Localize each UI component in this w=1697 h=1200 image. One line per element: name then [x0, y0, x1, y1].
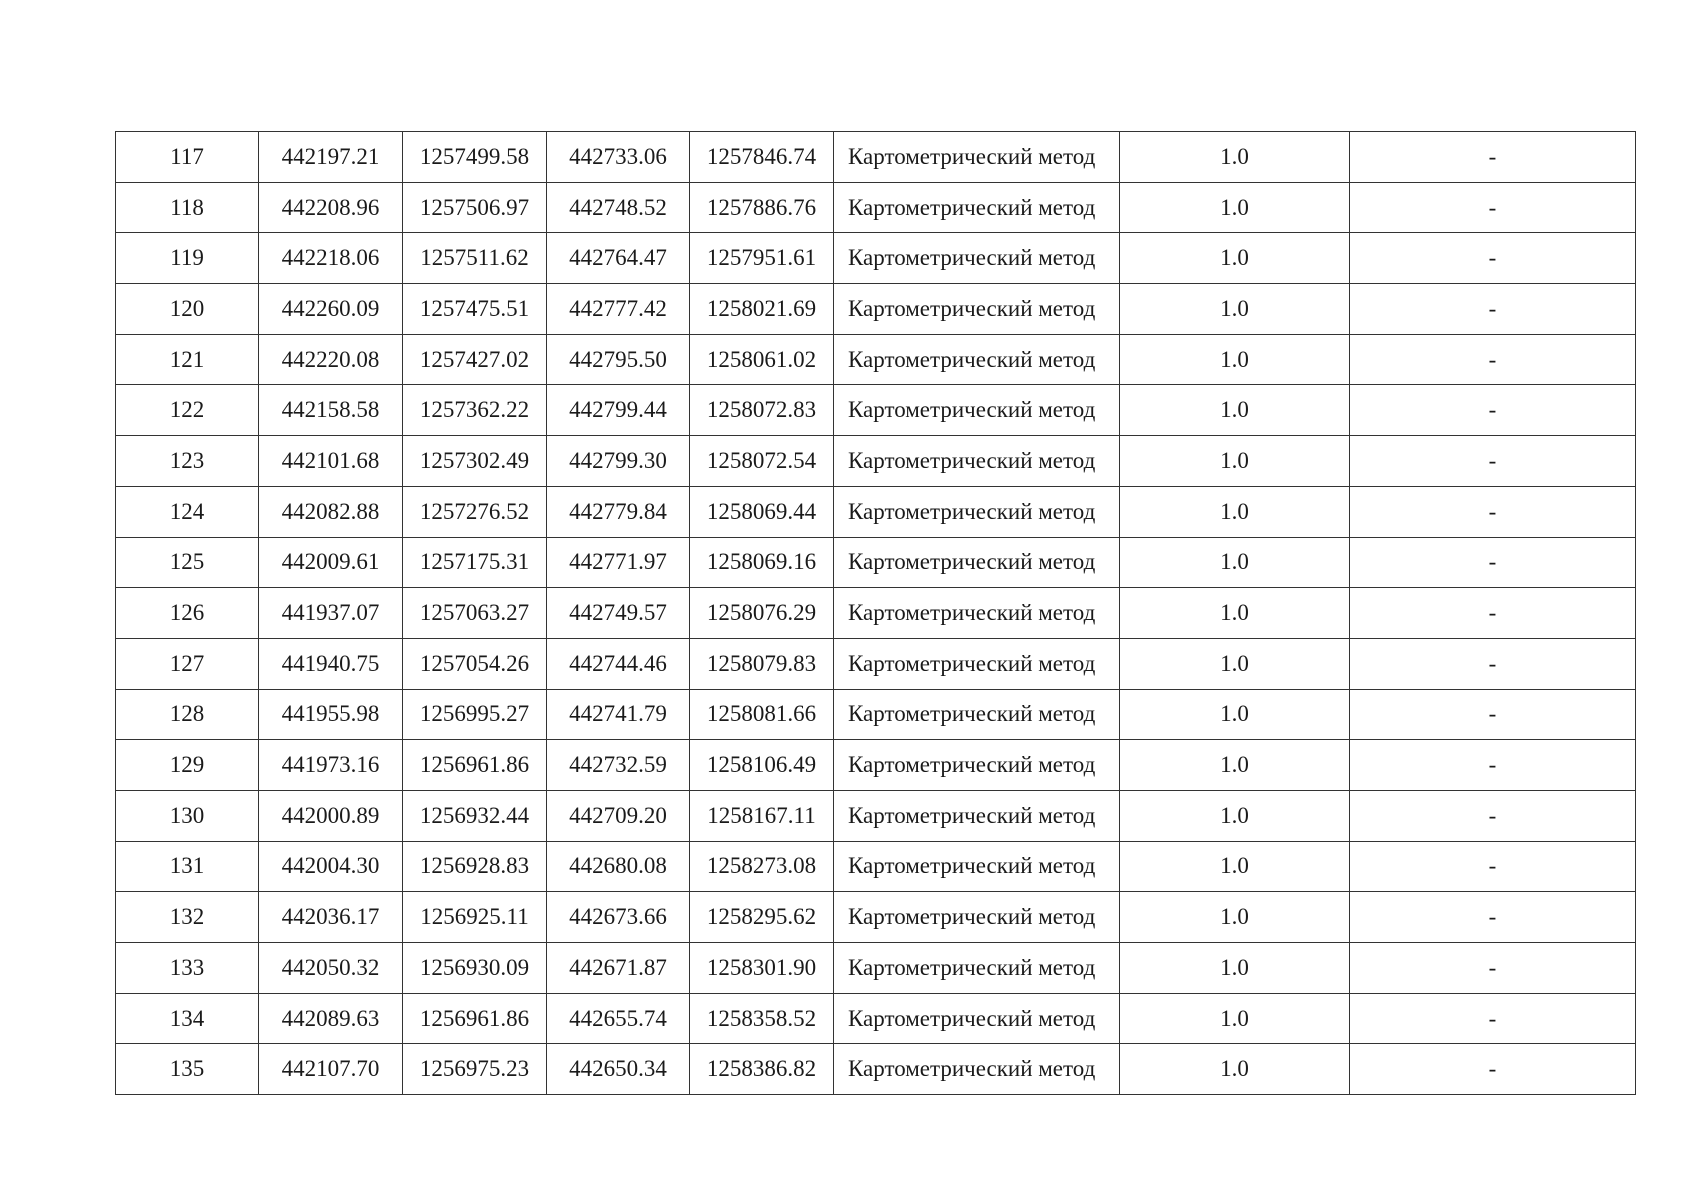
x-existing-cell: 442004.30: [259, 841, 403, 892]
point-number-cell: 135: [116, 1044, 259, 1095]
x-existing-cell: 442158.58: [259, 385, 403, 436]
y-existing-cell: 1257499.58: [403, 132, 547, 183]
x-existing-cell: 442082.88: [259, 486, 403, 537]
x-new-cell: 442744.46: [547, 638, 690, 689]
accuracy-cell: 1.0: [1120, 537, 1350, 588]
x-new-cell: 442673.66: [547, 892, 690, 943]
x-new-cell: 442733.06: [547, 132, 690, 183]
note-cell: -: [1350, 790, 1636, 841]
method-cell: Картометрический метод: [834, 334, 1120, 385]
point-number-cell: 121: [116, 334, 259, 385]
y-existing-cell: 1257427.02: [403, 334, 547, 385]
x-existing-cell: 441937.07: [259, 588, 403, 639]
coordinates-table: [115, 131, 1636, 1095]
point-number-cell: 117: [116, 132, 259, 183]
x-existing-cell: 442036.17: [259, 892, 403, 943]
accuracy-cell: 1.0: [1120, 436, 1350, 487]
accuracy-cell: 1.0: [1120, 993, 1350, 1044]
table-row: [116, 537, 1636, 588]
x-new-cell: 442732.59: [547, 740, 690, 791]
accuracy-cell: 1.0: [1120, 182, 1350, 233]
table-row: [116, 689, 1636, 740]
y-new-cell: 1258295.62: [690, 892, 834, 943]
y-new-cell: 1258167.11: [690, 790, 834, 841]
table-row: [116, 993, 1636, 1044]
table-row: [116, 385, 1636, 436]
x-existing-cell: 442089.63: [259, 993, 403, 1044]
accuracy-cell: 1.0: [1120, 689, 1350, 740]
y-existing-cell: 1257175.31: [403, 537, 547, 588]
table-row: [116, 486, 1636, 537]
y-new-cell: 1258069.16: [690, 537, 834, 588]
point-number-cell: 118: [116, 182, 259, 233]
x-new-cell: 442680.08: [547, 841, 690, 892]
table-body: [116, 132, 1636, 1095]
y-existing-cell: 1256928.83: [403, 841, 547, 892]
y-new-cell: 1258358.52: [690, 993, 834, 1044]
x-existing-cell: 442050.32: [259, 943, 403, 994]
y-existing-cell: 1257362.22: [403, 385, 547, 436]
note-cell: -: [1350, 334, 1636, 385]
table-row: [116, 284, 1636, 335]
table-row: [116, 892, 1636, 943]
table-row: [116, 943, 1636, 994]
y-existing-cell: 1256975.23: [403, 1044, 547, 1095]
y-new-cell: 1258081.66: [690, 689, 834, 740]
accuracy-cell: 1.0: [1120, 334, 1350, 385]
y-existing-cell: 1256961.86: [403, 993, 547, 1044]
note-cell: -: [1350, 436, 1636, 487]
x-new-cell: 442748.52: [547, 182, 690, 233]
accuracy-cell: 1.0: [1120, 486, 1350, 537]
note-cell: -: [1350, 1044, 1636, 1095]
x-new-cell: 442749.57: [547, 588, 690, 639]
note-cell: -: [1350, 993, 1636, 1044]
x-new-cell: 442671.87: [547, 943, 690, 994]
note-cell: -: [1350, 892, 1636, 943]
table-row: [116, 132, 1636, 183]
y-existing-cell: 1257054.26: [403, 638, 547, 689]
accuracy-cell: 1.0: [1120, 841, 1350, 892]
method-cell: Картометрический метод: [834, 588, 1120, 639]
table-row: [116, 436, 1636, 487]
y-new-cell: 1258061.02: [690, 334, 834, 385]
method-cell: Картометрический метод: [834, 790, 1120, 841]
x-existing-cell: 442197.21: [259, 132, 403, 183]
point-number-cell: 122: [116, 385, 259, 436]
note-cell: -: [1350, 740, 1636, 791]
y-existing-cell: 1257276.52: [403, 486, 547, 537]
y-new-cell: 1257886.76: [690, 182, 834, 233]
method-cell: Картометрический метод: [834, 943, 1120, 994]
method-cell: Картометрический метод: [834, 486, 1120, 537]
x-new-cell: 442799.44: [547, 385, 690, 436]
x-new-cell: 442650.34: [547, 1044, 690, 1095]
y-existing-cell: 1257506.97: [403, 182, 547, 233]
method-cell: Картометрический метод: [834, 1044, 1120, 1095]
y-new-cell: 1258079.83: [690, 638, 834, 689]
x-existing-cell: 442260.09: [259, 284, 403, 335]
accuracy-cell: 1.0: [1120, 385, 1350, 436]
accuracy-cell: 1.0: [1120, 132, 1350, 183]
y-new-cell: 1258106.49: [690, 740, 834, 791]
x-existing-cell: 442009.61: [259, 537, 403, 588]
y-existing-cell: 1257475.51: [403, 284, 547, 335]
note-cell: -: [1350, 943, 1636, 994]
y-existing-cell: 1256925.11: [403, 892, 547, 943]
note-cell: -: [1350, 132, 1636, 183]
x-existing-cell: 442101.68: [259, 436, 403, 487]
note-cell: -: [1350, 486, 1636, 537]
note-cell: -: [1350, 841, 1636, 892]
method-cell: Картометрический метод: [834, 993, 1120, 1044]
note-cell: -: [1350, 638, 1636, 689]
x-new-cell: 442799.30: [547, 436, 690, 487]
method-cell: Картометрический метод: [834, 740, 1120, 791]
accuracy-cell: 1.0: [1120, 943, 1350, 994]
x-new-cell: 442764.47: [547, 233, 690, 284]
point-number-cell: 130: [116, 790, 259, 841]
note-cell: -: [1350, 689, 1636, 740]
point-number-cell: 131: [116, 841, 259, 892]
point-number-cell: 125: [116, 537, 259, 588]
accuracy-cell: 1.0: [1120, 740, 1350, 791]
y-existing-cell: 1257063.27: [403, 588, 547, 639]
method-cell: Картометрический метод: [834, 892, 1120, 943]
x-new-cell: 442655.74: [547, 993, 690, 1044]
note-cell: -: [1350, 233, 1636, 284]
note-cell: -: [1350, 537, 1636, 588]
x-existing-cell: 442208.96: [259, 182, 403, 233]
x-existing-cell: 441973.16: [259, 740, 403, 791]
note-cell: -: [1350, 284, 1636, 335]
table-row: [116, 588, 1636, 639]
accuracy-cell: 1.0: [1120, 892, 1350, 943]
x-existing-cell: 442220.08: [259, 334, 403, 385]
method-cell: Картометрический метод: [834, 638, 1120, 689]
table-row: [116, 841, 1636, 892]
method-cell: Картометрический метод: [834, 182, 1120, 233]
point-number-cell: 133: [116, 943, 259, 994]
y-new-cell: 1258072.83: [690, 385, 834, 436]
y-existing-cell: 1257511.62: [403, 233, 547, 284]
point-number-cell: 134: [116, 993, 259, 1044]
point-number-cell: 129: [116, 740, 259, 791]
point-number-cell: 120: [116, 284, 259, 335]
note-cell: -: [1350, 385, 1636, 436]
table-row: [116, 638, 1636, 689]
table-row: [116, 740, 1636, 791]
y-existing-cell: 1256961.86: [403, 740, 547, 791]
method-cell: Картометрический метод: [834, 841, 1120, 892]
method-cell: Картометрический метод: [834, 385, 1120, 436]
y-existing-cell: 1256932.44: [403, 790, 547, 841]
y-new-cell: 1258021.69: [690, 284, 834, 335]
x-existing-cell: 441955.98: [259, 689, 403, 740]
accuracy-cell: 1.0: [1120, 233, 1350, 284]
method-cell: Картометрический метод: [834, 132, 1120, 183]
method-cell: Картометрический метод: [834, 284, 1120, 335]
x-new-cell: 442779.84: [547, 486, 690, 537]
point-number-cell: 132: [116, 892, 259, 943]
x-new-cell: 442795.50: [547, 334, 690, 385]
y-new-cell: 1258072.54: [690, 436, 834, 487]
x-existing-cell: 442218.06: [259, 233, 403, 284]
y-new-cell: 1257951.61: [690, 233, 834, 284]
x-new-cell: 442709.20: [547, 790, 690, 841]
method-cell: Картометрический метод: [834, 689, 1120, 740]
point-number-cell: 126: [116, 588, 259, 639]
accuracy-cell: 1.0: [1120, 638, 1350, 689]
x-new-cell: 442777.42: [547, 284, 690, 335]
x-existing-cell: 442000.89: [259, 790, 403, 841]
accuracy-cell: 1.0: [1120, 1044, 1350, 1095]
table-row: [116, 1044, 1636, 1095]
y-new-cell: 1257846.74: [690, 132, 834, 183]
accuracy-cell: 1.0: [1120, 284, 1350, 335]
x-existing-cell: 441940.75: [259, 638, 403, 689]
point-number-cell: 127: [116, 638, 259, 689]
y-new-cell: 1258301.90: [690, 943, 834, 994]
accuracy-cell: 1.0: [1120, 588, 1350, 639]
point-number-cell: 119: [116, 233, 259, 284]
x-new-cell: 442771.97: [547, 537, 690, 588]
y-new-cell: 1258076.29: [690, 588, 834, 639]
y-existing-cell: 1256930.09: [403, 943, 547, 994]
y-new-cell: 1258069.44: [690, 486, 834, 537]
point-number-cell: 124: [116, 486, 259, 537]
x-existing-cell: 442107.70: [259, 1044, 403, 1095]
accuracy-cell: 1.0: [1120, 790, 1350, 841]
table-row: [116, 182, 1636, 233]
method-cell: Картометрический метод: [834, 233, 1120, 284]
table-row: [116, 790, 1636, 841]
y-existing-cell: 1257302.49: [403, 436, 547, 487]
point-number-cell: 128: [116, 689, 259, 740]
method-cell: Картометрический метод: [834, 436, 1120, 487]
table-row: [116, 233, 1636, 284]
x-new-cell: 442741.79: [547, 689, 690, 740]
point-number-cell: 123: [116, 436, 259, 487]
table-row: [116, 334, 1636, 385]
note-cell: -: [1350, 588, 1636, 639]
y-new-cell: 1258386.82: [690, 1044, 834, 1095]
note-cell: -: [1350, 182, 1636, 233]
y-new-cell: 1258273.08: [690, 841, 834, 892]
method-cell: Картометрический метод: [834, 537, 1120, 588]
y-existing-cell: 1256995.27: [403, 689, 547, 740]
